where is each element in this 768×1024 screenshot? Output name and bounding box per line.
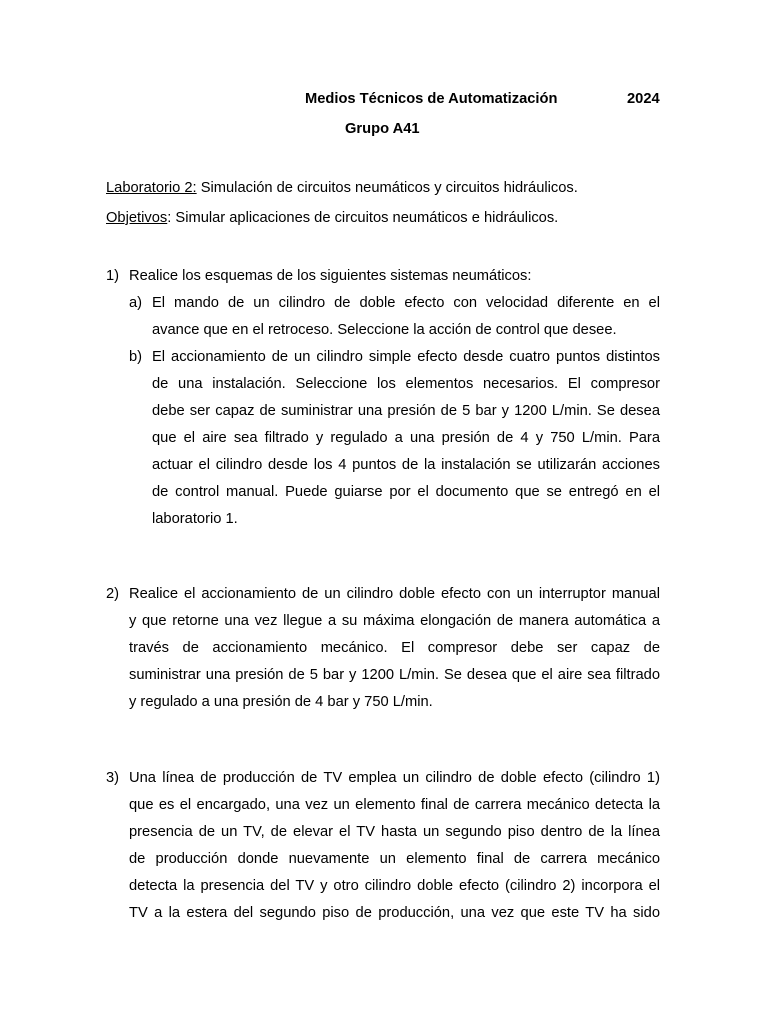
- q1b-text: [152, 344, 660, 533]
- q3-line: detecta la presencia del TV y otro cilindro doble efecto (cilindro 2) incorpora el: [129, 878, 660, 894]
- q3-line: de producción donde nuevamente un elemento final de carrera mecánico: [129, 851, 660, 867]
- lab-text: Simulación de circuitos neumáticos y circuitos hidráulicos.: [196, 180, 578, 196]
- q1b-line: laboratorio 1.: [152, 511, 238, 527]
- q3-line: que es el encargado, una vez un elemento final de carrera mecánico detecta la: [129, 797, 660, 813]
- q2-text: [129, 581, 660, 716]
- q3-line: TV a la estera del segundo piso de producción, una vez que este TV ha sido: [129, 905, 660, 921]
- q2-line: través de accionamiento mecánico. El compresor debe ser capaz de: [129, 640, 660, 656]
- q2-line: y regulado a una presión de 4 bar y 750 L/min.: [129, 694, 433, 710]
- q3-number: 3): [106, 770, 120, 786]
- q1b-marker: b): [129, 349, 143, 365]
- q1a-line: El mando de un cilindro de doble efecto con velocidad diferente en el: [152, 295, 660, 311]
- q1a-line: avance que en el retroceso. Seleccione la acción de control que desee.: [152, 322, 617, 338]
- q1a-text: [152, 290, 660, 344]
- q1b-line: de una instalación. Seleccione los elementos necesarios. El compresor: [152, 376, 660, 392]
- q3-text: [129, 765, 660, 927]
- q2-number: 2): [106, 586, 120, 602]
- q3-line: presencia de un TV, de elevar el TV hasta un segundo piso dentro de la línea: [129, 824, 660, 840]
- q2-line: suministrar una presión de 5 bar y 1200 L/min. Se desea que el aire sea filtrado: [129, 667, 660, 683]
- q1-intro: Realice los esquemas de los siguientes sistemas neumáticos:: [129, 268, 532, 284]
- q2-line: Realice el accionamiento de un cilindro doble efecto con un interruptor manual: [129, 586, 660, 602]
- course-title: Medios Técnicos de Automatización: [305, 91, 558, 107]
- q1b-line: El accionamiento de un cilindro simple efecto desde cuatro puntos distintos: [152, 349, 660, 365]
- lab-line: [106, 180, 578, 196]
- q1b-line: de control manual. Puede guiarse por el documento que se entregó en el: [152, 484, 660, 500]
- q1-number: 1): [106, 268, 120, 284]
- objectives-label: Objetivos: [106, 210, 168, 226]
- q1b-line: actuar el cilindro desde los 4 puntos de la instalación se utilizarán acciones: [152, 457, 660, 473]
- objectives-line: [106, 210, 558, 226]
- group-title: Grupo A41: [345, 121, 420, 137]
- q1a-marker: a): [129, 295, 143, 311]
- lab-label: Laboratorio 2:: [106, 180, 197, 196]
- q1b-line: que el aire sea filtrado y regulado a una presión de 4 y 750 L/min. Para: [152, 430, 660, 446]
- year: 2024: [627, 91, 660, 107]
- objectives-text: : Simular aplicaciones de circuitos neumáticos e hidráulicos.: [167, 210, 559, 226]
- q3-line: Una línea de producción de TV emplea un cilindro de doble efecto (cilindro 1): [129, 770, 660, 786]
- q2-line: y que retorne una vez llegue a su máxima elongación de manera automática a: [129, 613, 660, 629]
- q1b-line: debe ser capaz de suministrar una presión de 5 bar y 1200 L/min. Se desea: [152, 403, 660, 419]
